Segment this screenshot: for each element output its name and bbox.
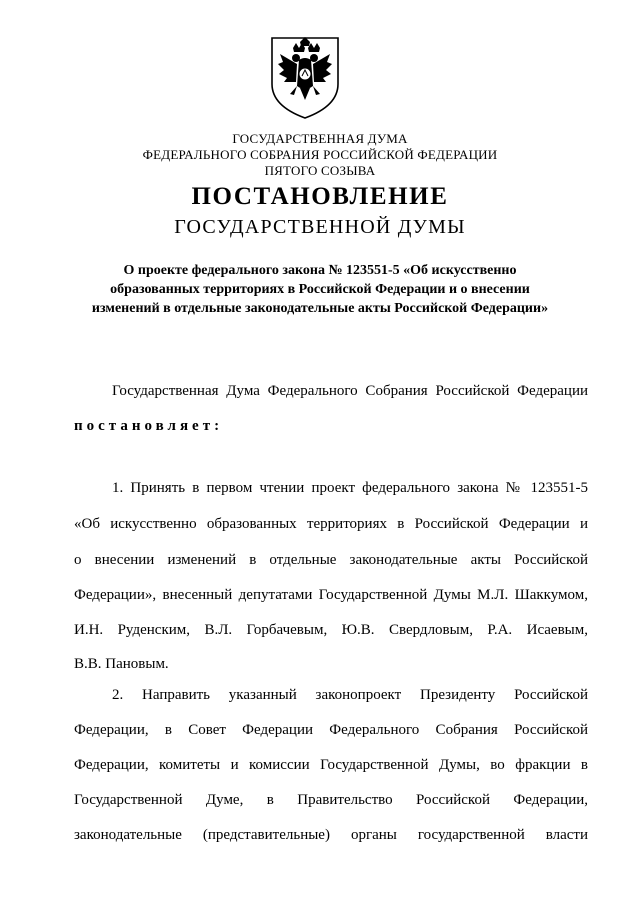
subject-line: изменений в отдельные законодательные акты Российской Федерации» (91, 301, 549, 316)
document-subtitle: ГОСУДАРСТВЕННОЙ ДУМЫ (174, 216, 466, 238)
preamble: Государственная Дума Федерального Собрания Российской Федерации (112, 383, 588, 399)
subject-line: образованных территориях в Российской Федерации и о внесении (110, 282, 530, 297)
subject-line: О проекте федерального закона № 123551-5 «Об искусственно (123, 263, 517, 278)
document-title: ПОСТАНОВЛЕНИЕ (191, 183, 449, 210)
resolves-word: постановляет: (74, 418, 224, 434)
convocation: ПЯТОГО СОЗЫВА (264, 163, 376, 178)
item2-line: законодательные (представительные) органы государственной власти (74, 827, 588, 843)
item1-line: 1. Принять в первом чтении проект федерального закона № 123551-5 (112, 480, 588, 496)
duma-name: ГОСУДАРСТВЕННАЯ ДУМА (232, 131, 408, 146)
assembly-name: ФЕДЕРАЛЬНОГО СОБРАНИЯ РОССИЙСКОЙ ФЕДЕРАЦИИ (142, 147, 498, 162)
item1-line: И.Н. Руденским, В.Л. Горбачевым, Ю.В. Свердловым, Р.А. Исаевым, (74, 622, 588, 638)
coat-of-arms-emblem (266, 34, 344, 122)
item2-line: Государственной Думе, в Правительство Российской Федерации, (74, 792, 588, 808)
resolution-subject (60, 261, 580, 318)
item1-line: «Об искусственно образованных территориях в Российской Федерации и (74, 516, 588, 532)
item1-line: Федерации», внесенный депутатами Государственной Думы М.Л. Шаккумом, (74, 587, 588, 603)
item2-line: 2. Направить указанный законопроект Президенту Российской (112, 687, 588, 703)
item1-line: о внесении изменений в отдельные законодательные акты Российской (74, 552, 588, 568)
item2-line: Федерации, в Совет Федерации Федерального Собрания Российской (74, 722, 588, 738)
item2-line: Федерации, комитеты и комиссии Государственной Думы, во фракции в (74, 757, 588, 773)
item1-line: В.В. Пановым. (74, 656, 169, 672)
